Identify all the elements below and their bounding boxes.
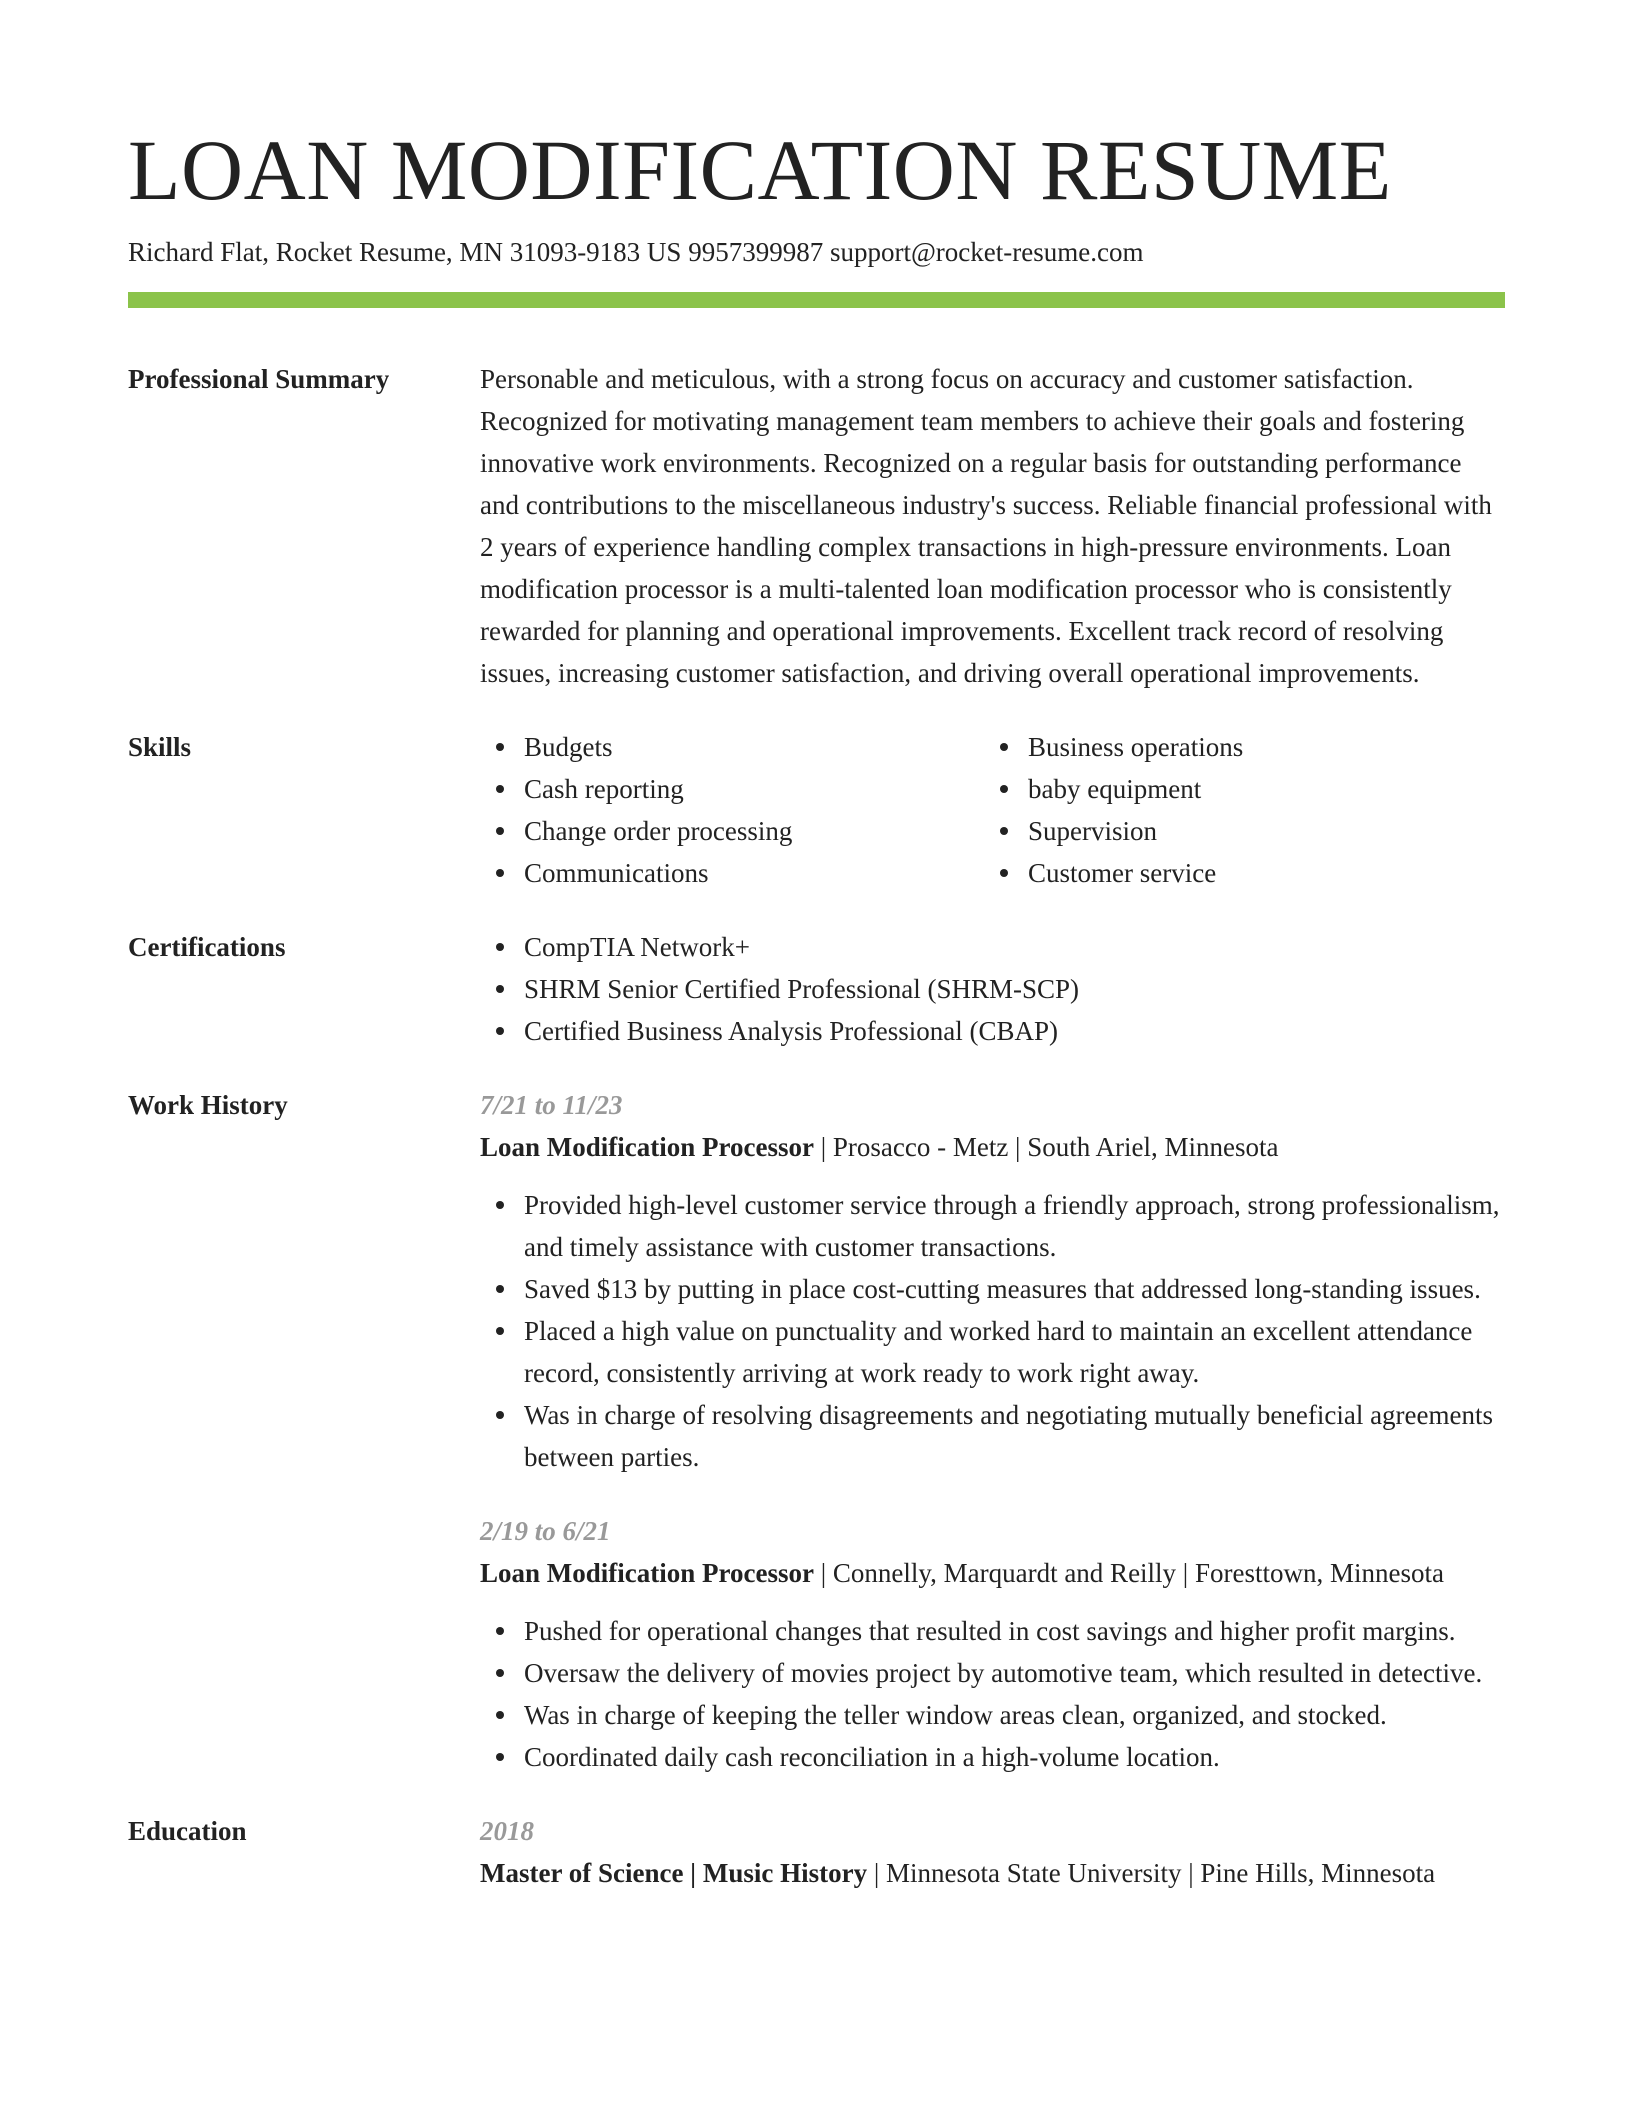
job-details: | Prosacco - Metz | South Ariel, Minnesota	[813, 1132, 1279, 1162]
education-section	[128, 1810, 1505, 1894]
skills-section	[128, 726, 1505, 894]
certifications-heading: Certifications	[128, 932, 286, 962]
skills-heading: Skills	[128, 732, 192, 762]
skill-item: Customer service	[1028, 852, 1488, 894]
job-bullet: Was in charge of keeping the teller window areas clean, organized, and stocked.	[524, 1694, 1505, 1736]
job-role: Loan Modification Processor	[480, 1558, 814, 1588]
job-title-line	[480, 1552, 1505, 1594]
certifications-section	[128, 926, 1505, 1052]
skill-item: Communications	[524, 852, 984, 894]
education-line	[480, 1852, 1505, 1894]
skills-column-left	[480, 726, 984, 894]
work-history-heading: Work History	[128, 1090, 288, 1120]
skill-item: Change order processing	[524, 810, 984, 852]
skill-item: Business operations	[1028, 726, 1488, 768]
work-history-body	[480, 1084, 1505, 1778]
job-dates: 2/19 to 6/21	[480, 1516, 611, 1546]
job-bullet: Coordinated daily cash reconciliation in a high-volume location.	[524, 1736, 1505, 1778]
job-bullet: Placed a high value on punctuality and worked hard to maintain an excellent attendance record, consistently arriving at work ready to work right away.	[524, 1310, 1505, 1394]
skill-item: Budgets	[524, 726, 984, 768]
skill-item: baby equipment	[1028, 768, 1488, 810]
skills-column-right	[984, 726, 1488, 894]
job-entry	[480, 1084, 1505, 1478]
education-year: 2018	[480, 1816, 534, 1846]
job-dates: 7/21 to 11/23	[480, 1090, 623, 1120]
work-history-section	[128, 1084, 1505, 1778]
summary-text: Personable and meticulous, with a strong focus on accuracy and customer satisfaction. Recognized for motivating management team members to achieve their goals and fostering innovative work environments. Recognized on a regular basis for outstanding performance and contributions to the miscellaneous industry's success. Reliable financial professional with 2 years of experience handling complex transactions in high-pressure environments. Loan modification processor is a multi-talented loan modification processor who is consistently rewarded for planning and operational improvements. Excellent track record of resolving issues, increasing customer satisfaction, and driving overall operational improvements.	[480, 364, 1492, 688]
education-heading: Education	[128, 1816, 247, 1846]
summary-section	[128, 358, 1505, 694]
summary-heading: Professional Summary	[128, 364, 390, 394]
job-title-line	[480, 1126, 1505, 1168]
job-entry	[480, 1510, 1505, 1778]
job-bullet: Pushed for operational changes that resulted in cost savings and higher profit margins.	[524, 1610, 1505, 1652]
education-body	[480, 1810, 1505, 1894]
education-degree: Master of Science | Music History	[480, 1858, 868, 1888]
job-bullets	[480, 1184, 1505, 1478]
job-bullet: Provided high-level customer service through a friendly approach, strong professionalism, and timely assistance with customer transactions.	[524, 1184, 1505, 1268]
resume-page	[128, 118, 1505, 1894]
certifications-body	[480, 926, 1505, 1052]
skill-item: Supervision	[1028, 810, 1488, 852]
certification-item: Certified Business Analysis Professional (CBAP)	[524, 1010, 1505, 1052]
job-bullet: Oversaw the delivery of movies project by automotive team, which resulted in detective.	[524, 1652, 1505, 1694]
job-details: | Connelly, Marquardt and Reilly | Foresttown, Minnesota	[813, 1558, 1444, 1588]
job-role: Loan Modification Processor	[480, 1132, 814, 1162]
job-bullet: Was in charge of resolving disagreements and negotiating mutually beneficial agreements between parties.	[524, 1394, 1505, 1478]
contact-line: Richard Flat, Rocket Resume, MN 31093-9183 US 9957399987 support@rocket-resume.com	[128, 237, 1144, 267]
certification-item: CompTIA Network+	[524, 926, 1505, 968]
certification-item: SHRM Senior Certified Professional (SHRM-SCP)	[524, 968, 1505, 1010]
skill-item: Cash reporting	[524, 768, 984, 810]
accent-divider	[128, 292, 1505, 308]
skills-list	[480, 726, 1505, 894]
certifications-list	[480, 926, 1505, 1052]
resume-title: LOAN MODIFICATION RESUME	[128, 122, 1392, 218]
job-bullets	[480, 1610, 1505, 1778]
education-details: | Minnesota State University | Pine Hills, Minnesota	[867, 1858, 1436, 1888]
job-bullet: Saved $13 by putting in place cost-cutting measures that addressed long-standing issues.	[524, 1268, 1505, 1310]
